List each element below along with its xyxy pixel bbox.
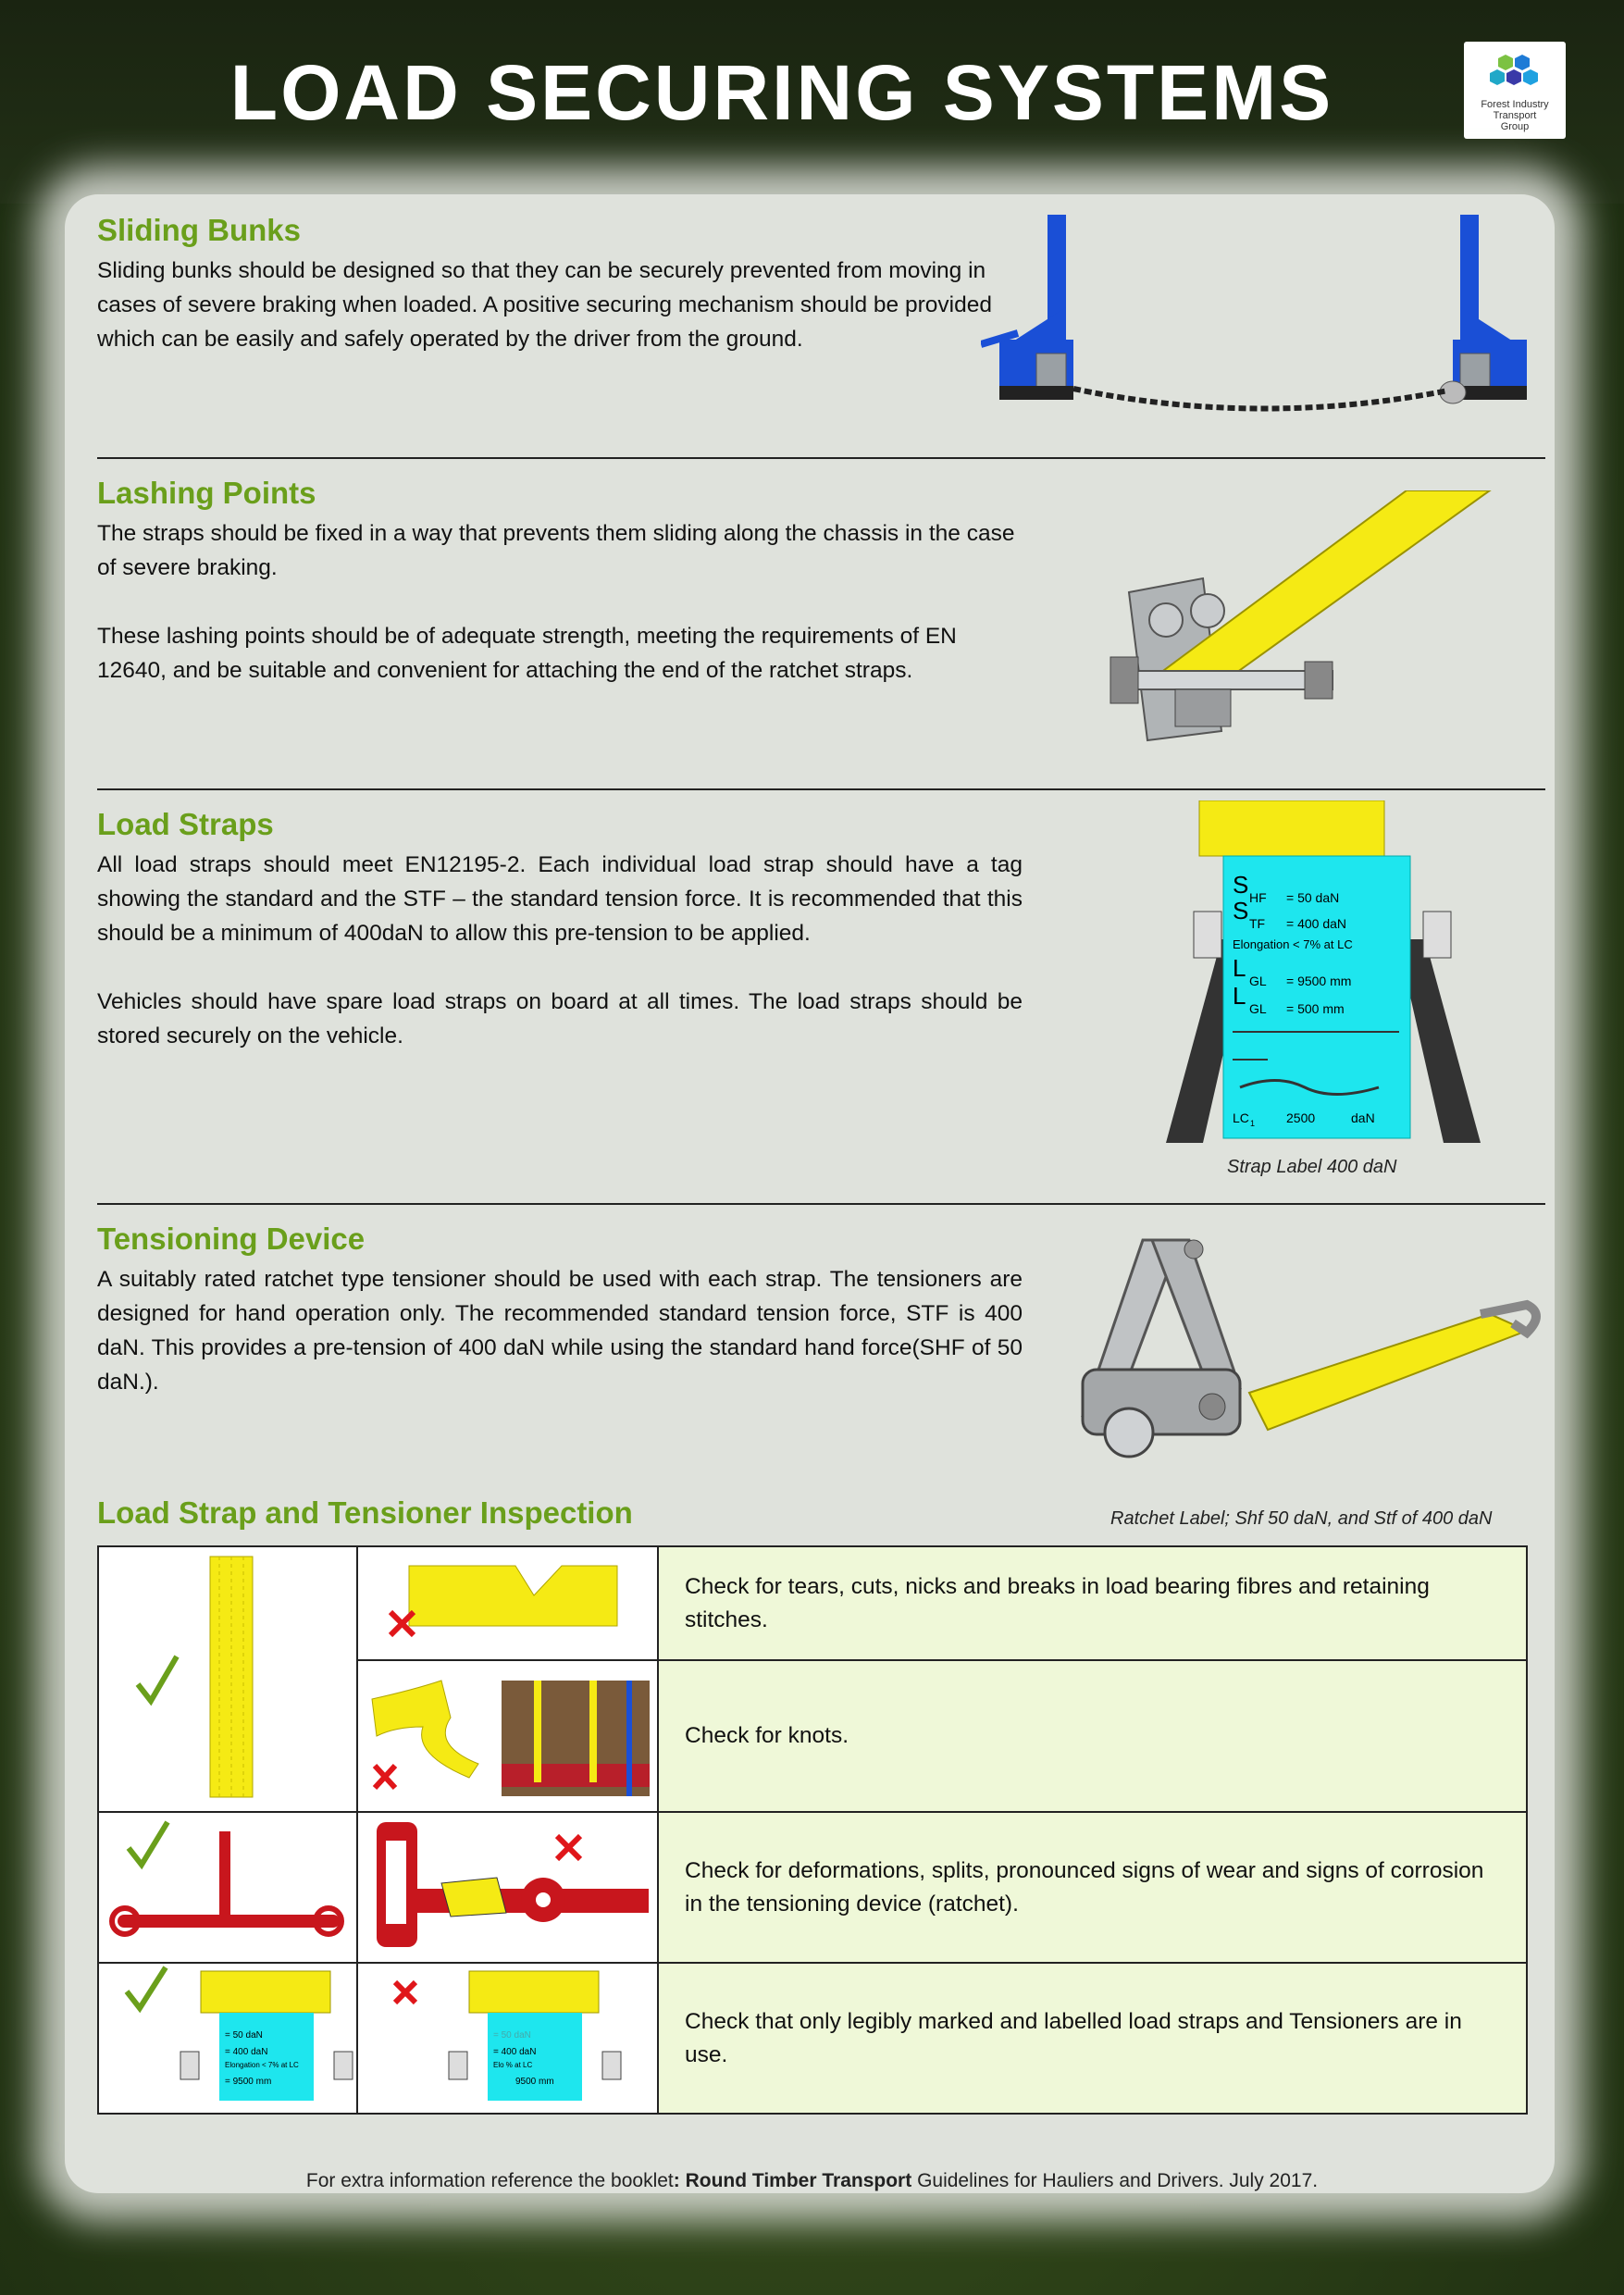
ratchet-illustration	[1046, 1222, 1545, 1499]
check-icon	[138, 1656, 177, 1701]
logo	[1464, 42, 1566, 139]
footer-suffix: Guidelines for Hauliers and Drivers. July 2017.	[911, 2170, 1319, 2191]
label-tf-val: = 400 daN	[1286, 916, 1346, 931]
mini-label-gl-bad: 9500 mm	[515, 2077, 554, 2087]
label-lc-sub: 1	[1250, 1119, 1256, 1128]
logo-line-2: Transport	[1493, 110, 1537, 121]
label-gl-sub2: GL	[1249, 1001, 1267, 1016]
check-text-4: Check that only legibly marked and labelled load straps and Tensioners are in use.	[658, 1963, 1527, 2114]
check-icon	[129, 1822, 167, 1865]
cut-strap-cell	[357, 1546, 658, 1660]
strap-label-illustration	[1157, 800, 1490, 1157]
label-s2: S	[1233, 897, 1249, 924]
cross-icon	[375, 1766, 395, 1788]
cross-icon	[395, 1982, 415, 2003]
label-gl-val1: = 9500 mm	[1286, 974, 1352, 988]
check-text-2: Check for knots.	[658, 1660, 1527, 1812]
label-l2: L	[1233, 982, 1246, 1010]
section-title: Tensioning Device	[97, 1222, 366, 1256]
illegible-label-image	[358, 1964, 654, 2108]
legible-label-image	[99, 1964, 354, 2108]
knot-strap-image	[358, 1662, 654, 1806]
damaged-tensioner-image	[358, 1813, 654, 1957]
label-gl-sub1: GL	[1249, 974, 1267, 988]
section-paragraph: All load straps should meet EN12195-2. Each individual load strap should have a tag showing the standard and the STF – the standard tension force. It is recommended that this should be a minimum of 400daN to allow this pre-tension to be applied.	[97, 852, 1023, 946]
table-row	[98, 1963, 1527, 2114]
logo-line-1: Forest Industry	[1481, 99, 1549, 110]
mini-label-tf: = 400 daN	[225, 2047, 268, 2057]
section-title: Lashing Points	[97, 476, 316, 510]
good-tensioner-image	[99, 1813, 354, 1957]
label-l1: L	[1233, 954, 1246, 982]
page-title: LOAD SECURING SYSTEMS	[229, 49, 1334, 136]
section-paragraph: Sliding bunks should be designed so that they can be securely prevented from moving in cases of severe braking when loaded. A positive securing mechanism should be provided which can be easily and safely operated by the driver from the ground.	[97, 258, 992, 352]
section-paragraph: These lashing points should be of adequate strength, meeting the requirements of EN 12640, and be suitable and convenient for attaching the end of the ratchet straps.	[97, 624, 957, 683]
label-gl-val2: = 500 mm	[1286, 1001, 1345, 1016]
knot-strap-cell	[357, 1660, 658, 1812]
inspection-title: Load Strap and Tensioner Inspection	[97, 1495, 633, 1530]
mini-label-hf-bad: = 50 daN	[493, 2030, 531, 2041]
section-paragraph: Vehicles should have spare load straps on board at all times. The load straps should be stored securely on the vehicle.	[97, 989, 1023, 1048]
check-text-3: Check for deformations, splits, pronounced signs of wear and signs of corrosion in the tensioning device (ratchet).	[658, 1812, 1527, 1963]
table-row	[98, 1546, 1527, 1660]
cut-strap-image	[358, 1547, 654, 1655]
divider	[97, 457, 1545, 459]
label-hf-val: = 50 daN	[1286, 890, 1340, 905]
divider	[97, 1203, 1545, 1205]
footer-prefix: For extra information reference the booklet	[305, 2170, 674, 2191]
section-title: Sliding Bunks	[97, 213, 302, 247]
section-paragraph: A suitably rated ratchet type tensioner should be used with each strap. The tensioners are designed for hand operation only. The recommended standard tension force, STF is 400 daN. This provides a pre-tension of 400 daN while using the standard hand force(SHF of 50 daN.).	[97, 1267, 1023, 1395]
damaged-tensioner-cell	[357, 1812, 658, 1963]
section-title: Load Straps	[97, 807, 274, 841]
lashing-point-illustration	[1092, 490, 1536, 768]
mini-label-gl: = 9500 mm	[225, 2077, 272, 2087]
footer-note	[0, 2170, 1624, 2192]
inspection-table	[97, 1545, 1528, 2115]
section-paragraph: The straps should be fixed in a way that prevents them sliding along the chassis in the case of severe braking.	[97, 521, 1015, 580]
strap-label-caption: Strap Label 400 daN	[1227, 1157, 1397, 1177]
good-tensioner-cell	[98, 1812, 357, 1963]
label-s1: S	[1233, 871, 1249, 899]
divider	[97, 788, 1545, 790]
footer-booklet-title: : Round Timber Transport	[673, 2170, 912, 2191]
mini-label-elong-bad: Elo % at LC	[493, 2061, 533, 2069]
good-strap-cell	[98, 1546, 357, 1812]
logo-hexagons-icon	[1487, 53, 1543, 94]
check-text-1: Check for tears, cuts, nicks and breaks in load bearing fibres and retaining stitches.	[658, 1546, 1527, 1660]
sliding-bunks-illustration	[981, 215, 1536, 428]
mini-label-elong: Elongation < 7% at LC	[225, 2061, 299, 2069]
mini-label-tf-bad: = 400 daN	[493, 2047, 537, 2057]
label-tf-sub: TF	[1249, 916, 1266, 931]
mini-label-hf: = 50 daN	[225, 2030, 263, 2041]
check-icon	[127, 1967, 166, 2008]
cross-icon	[557, 1836, 580, 1859]
good-strap-image	[99, 1547, 354, 1806]
label-lc-unit: daN	[1351, 1110, 1375, 1125]
label-lc-val: 2500	[1286, 1110, 1316, 1125]
illegible-label-cell	[357, 1963, 658, 2114]
label-elongation: Elongation < 7% at LC	[1233, 937, 1353, 951]
label-lc: LC	[1233, 1110, 1249, 1125]
legible-label-cell	[98, 1963, 357, 2114]
table-row	[98, 1812, 1527, 1963]
logo-line-3: Group	[1500, 121, 1530, 132]
ratchet-label-caption: Ratchet Label; Shf 50 daN, and Stf of 400 daN	[1110, 1508, 1493, 1529]
label-hf-sub: HF	[1249, 890, 1267, 905]
